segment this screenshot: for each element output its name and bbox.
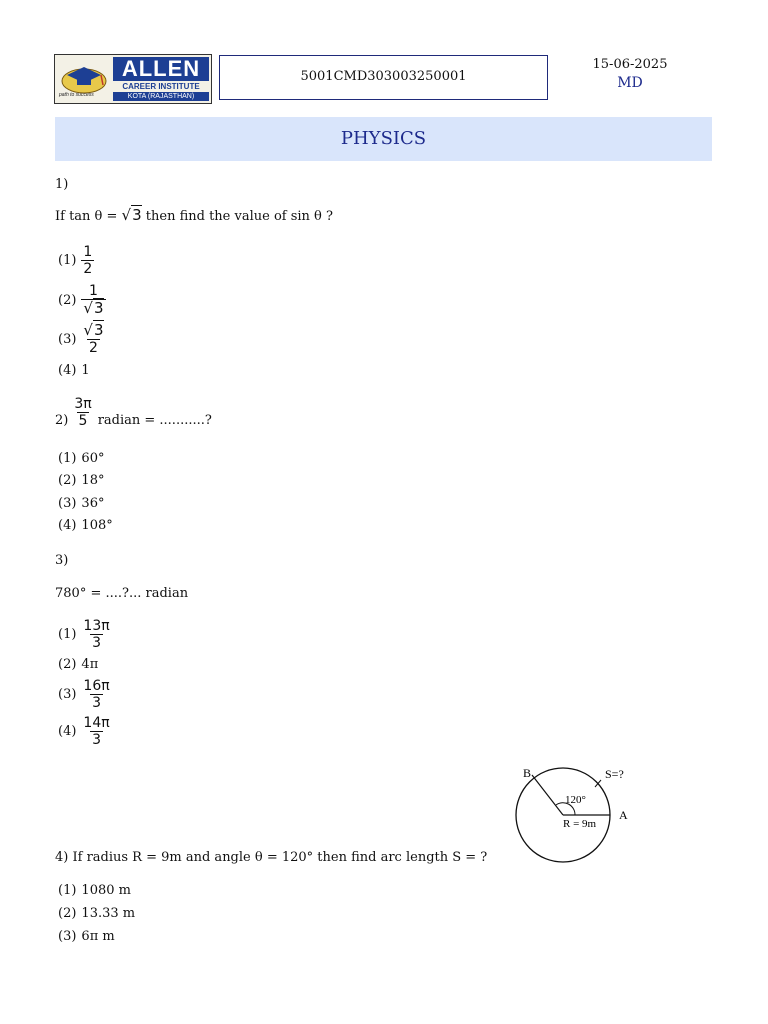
question-4-text: 4) If radius R = 9m and angle θ = 120° then find arc length S = ? [55, 850, 488, 865]
question-1-option-3[interactable]: (3) $\frac{√3}{2}$ [58, 321, 104, 356]
radius-label: R = 9m [563, 818, 597, 830]
label-s: S=? [605, 767, 624, 781]
arc-length-circle-figure [505, 763, 645, 867]
question-4-option-3[interactable]: (3) 6π m [58, 929, 115, 944]
fraction: $\frac{16\pi}{3}$ [83, 678, 110, 711]
question-3-option-1[interactable]: (1) $\frac{13\pi}{3}$ [58, 618, 110, 651]
paper-code: 5001CMD303003250001 [300, 69, 467, 84]
question-3-option-3[interactable]: (3) $\frac{16\pi}{3}$ [58, 678, 110, 711]
question-2-option-3[interactable]: (3) 36° [58, 496, 105, 511]
sqrt-symbol: √3 [83, 321, 104, 339]
fraction: $\frac{13\pi}{3}$ [83, 618, 110, 651]
question-1-text: If tan θ = √3 then find the value of sin θ ? [55, 206, 333, 224]
question-3-option-4[interactable]: (4) $\frac{14\pi}{3}$ [58, 715, 110, 748]
question-1-option-1[interactable]: (1) $\frac{1}{2}$ [58, 244, 93, 277]
logo-tagline: path to success [59, 92, 94, 98]
label-a: A [619, 808, 628, 822]
question-2-text: 2) $\frac{3\pi}{5}$ radian = ...........? [55, 396, 212, 429]
question-3-number: 3) [55, 553, 69, 568]
question-1-option-4[interactable]: (4) 1 [58, 363, 90, 378]
paper-code-box [219, 55, 548, 100]
exam-date: 15-06-2025 [592, 57, 668, 72]
section-title: PHYSICS [55, 117, 712, 161]
question-4-option-2[interactable]: (2) 13.33 m [58, 906, 136, 921]
question-1-option-2[interactable]: (2) $\frac{1}{√3}$ [58, 283, 104, 317]
fraction: $\frac{14\pi}{3}$ [83, 715, 110, 748]
sqrt-symbol: √3 [83, 299, 104, 317]
fraction: $\frac{3\pi}{5}$ [74, 396, 92, 429]
label-b: B [523, 766, 532, 780]
fraction: $\frac{1}{√3}$ [83, 283, 104, 317]
fraction: $\frac{1}{2}$ [83, 244, 93, 277]
question-2-option-4[interactable]: (4) 108° [58, 518, 113, 533]
question-3-option-2[interactable]: (2) 4π [58, 657, 99, 672]
logo-subtitle: CAREER INSTITUTE [122, 82, 200, 91]
question-2-option-1[interactable]: (1) 60° [58, 451, 105, 466]
sqrt-symbol: √3 [121, 206, 142, 224]
fraction: $\frac{√3}{2}$ [83, 321, 104, 356]
question-1-number: 1) [55, 177, 69, 192]
exam-stream: MD [617, 75, 643, 91]
radius-ob [532, 775, 563, 815]
question-3-text: 780° = ....?... radian [55, 586, 189, 601]
question-4-option-1[interactable]: (1) 1080 m [58, 883, 131, 898]
allen-logo [54, 54, 212, 104]
logo-location: KOTA (RAJASTHAN) [113, 92, 209, 101]
question-2-option-2[interactable]: (2) 18° [58, 473, 105, 488]
logo-brand: ALLEN [113, 57, 209, 81]
angle-label: 120° [565, 794, 586, 806]
